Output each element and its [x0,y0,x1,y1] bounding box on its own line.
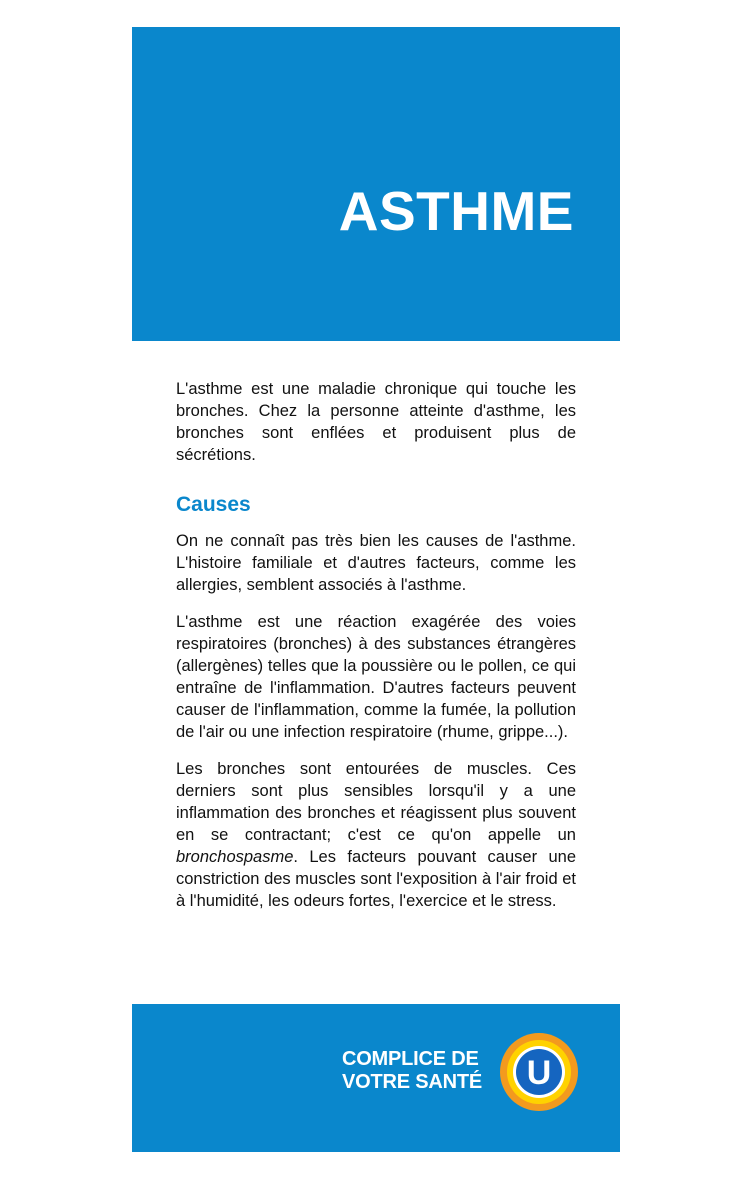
causes-paragraph-3-start: Les bronches sont entourées de muscles. Ces derniers sont plus sensibles lorsqu'il y a une inflammation des bronches et réagissent plus souvent en se contractant; c'est ce qu'on appelle un [176,760,576,844]
causes-paragraph-2: L'asthme est une réaction exagérée des voies respiratoires (bronches) à des substances étrangères (allergènes) telles que la poussière ou le pollen, ce qui entraîne de l'inflammation. D'autres facteurs peuvent causer de l'inflammation, comme la fumée, la pollution de l'air ou une infection respiratoire (rhume, grippe...). [176,613,576,741]
page-title: ASTHME [338,180,574,242]
causes-paragraph-3 [176,758,576,912]
tagline-line-2: VOTRE SANTÉ [341,1071,482,1093]
main-content [176,378,576,912]
tagline-line-1: COMPLICE DE [341,1048,479,1070]
tagline [342,1048,482,1094]
intro-paragraph: L'asthme est une maladie chronique qui touche les bronches. Chez la personne atteinte d'asthme, les bronches sont enflées et produisent plus de sécrétions. [176,380,576,464]
causes-heading: Causes [176,493,251,516]
uniprix-logo-icon [499,1032,579,1112]
footer-banner [132,1004,620,1152]
header-banner [132,27,620,341]
causes-section [176,491,576,912]
bronchospasme-term: bronchospasme [176,848,294,866]
logo-letter: U [526,1054,552,1092]
causes-paragraph-3-end: . Les facteurs pouvant causer une constriction des muscles sont l'exposition à l'air froid et à l'humidité, les odeurs fortes, l'exercice et le stress. [176,848,576,910]
causes-paragraph-1: On ne connaît pas très bien les causes de l'asthme. L'histoire familiale et d'autres facteurs, comme les allergies, semblent associés à l'asthme. [176,532,576,594]
